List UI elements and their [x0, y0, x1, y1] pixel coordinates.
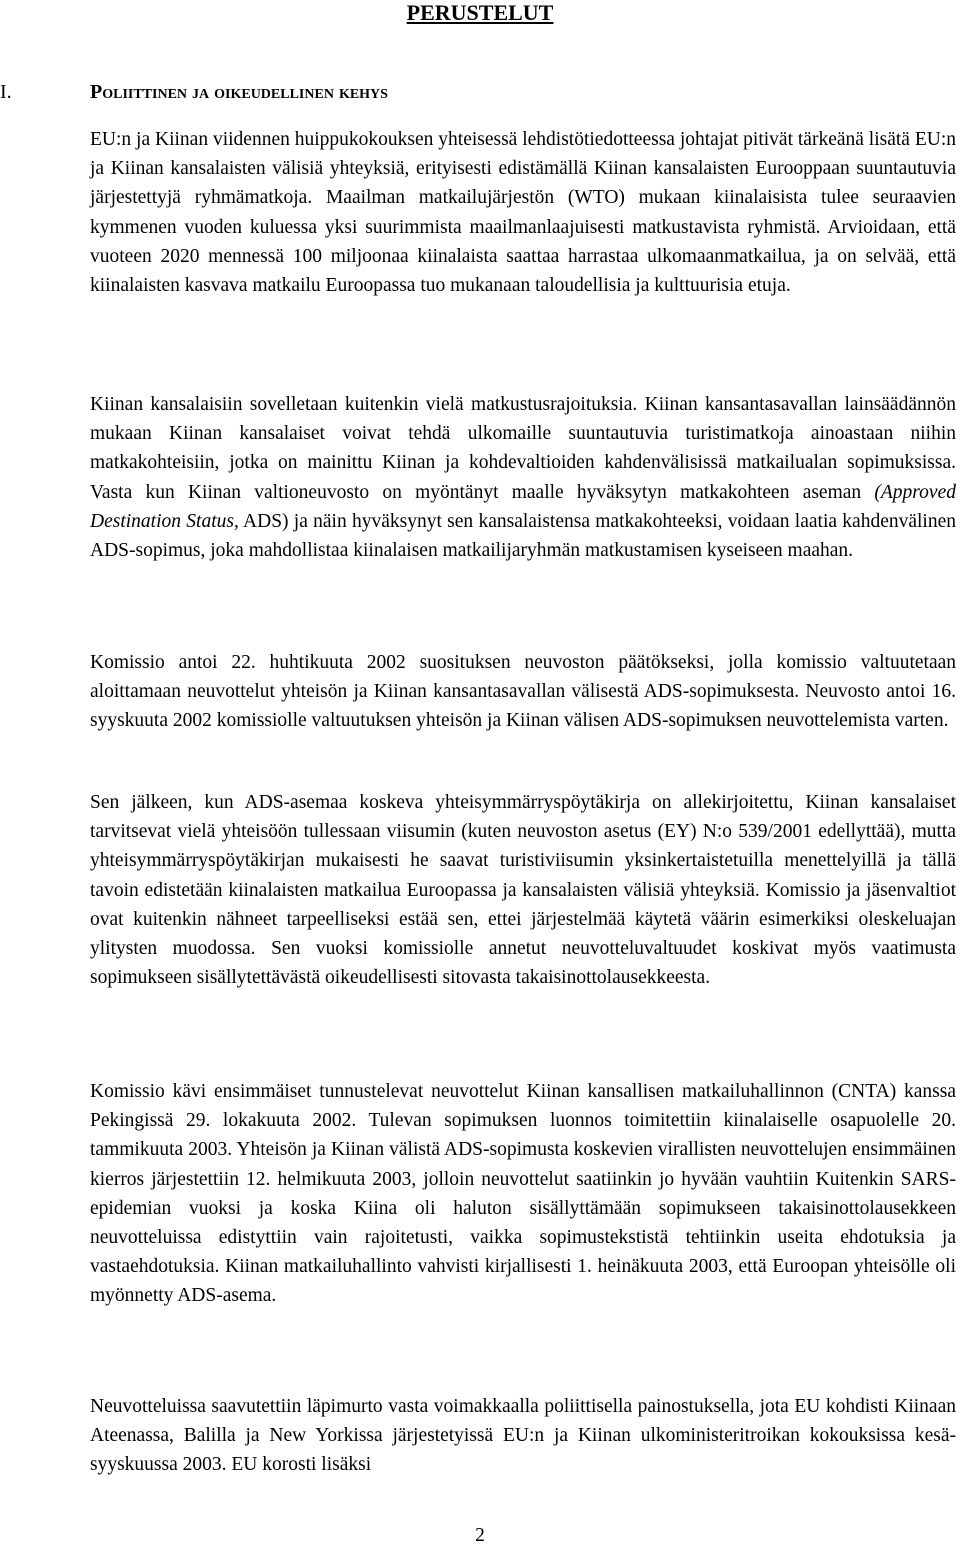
paragraph-text: ADS) ja näin hyväksynyt sen kansalaistensa matkakohteeksi, voidaan laatia kahdenvälinen ADS-sopimus, joka mahdollistaa kiinalaisen matkailijaryhmän matkustamisen kyseiseen maahan.: [90, 510, 956, 562]
paragraph-commission-recommendation: Komissio antoi 22. huhtikuuta 2002 suosituksen neuvoston päätökseksi, jolla komissio valtuutetaan aloittamaan neuvottelut yhteisön ja Kiinan kansantasavallan välisestä ADS-sopimuksesta. Neuvosto antoi 16. syyskuuta 2002 komissiolle valtuutuksen yhteisön ja Kiinan välisen ADS-sopimuksen neuvottelemista varten.: [90, 652, 956, 732]
approved-destination-status-term: (Approved Destination Status,: [90, 481, 956, 532]
section-number: I.: [0, 81, 12, 103]
paragraph-negotiations: Komissio kävi ensimmäiset tunnustelevat neuvottelut Kiinan kansallisen matkailuhallinnon (CNTA) kanssa Pekingissä 29. lokakuuta 2002. Tulevan sopimuksen luonnos toimitettiin kiinalaiselle osapuolelle 20. tammikuuta 2003. Yhteisön ja Kiinan välistä ADS-sopimusta koskevien virallisten neuvottelujen ensimmäinen kierros järjestettiin 12. helmikuuta 2003, jolloin neuvottelut saatiinkin jo hyvään vauhtiin Kuitenkin SARS-epidemian vuoksi ja koska Kiina oli haluton sisällyttämään sopimukseen takaisinottolausekkeen neuvotteluissa edistyttiin vain rajoitetusti, vaikka sopimustekstistä tehtiinkin useita ehdotuksia ja vastaehdotuksia. Kiinan matkailuhallinto vahvisti kirjallisesti 1. heinäkuuta 2003, että Euroopan yhteisölle oli myönnetty ADS-asema.: [90, 1081, 956, 1307]
paragraph-eu-china-summit: EU:n ja Kiinan viidennen huippukokouksen yhteisessä lehdistötiedotteessa johtajat pitivät tärkeänä lisätä EU:n ja Kiinan kansalaisten välisiä yhteyksiä, erityisesti edistämällä Kiinan kansalaisten Eurooppaan suuntautuvia järjestettyjä ryhmämatkoja. Maailman matkailujärjestön (WTO) mukaan kiinalaisista tulee seuraavien kymmenen vuoden kuluessa yksi suurimmista maailmanlaajuisesti matkustavista ryhmistä. Arvioidaan, että vuoteen 2020 mennessä 100 miljoonaa kiinalaista saattaa harrastaa ulkomaanmatkailua, ja on selvää, että kiinalaisten kasvava matkailu Euroopassa tuo mukanaan taloudellisia ja kulttuurisia etuja.: [90, 129, 956, 297]
section-title: Poliittinen ja oikeudellinen kehys: [90, 81, 388, 103]
paragraph-travel-restrictions: [90, 390, 956, 565]
paragraph-visa-requirements: Sen jälkeen, kun ADS-asemaa koskeva yhteisymmärryspöytäkirja on allekirjoitettu, Kiinan kansalaiset tarvitsevat vielä yhteisöön tullessaan viisumin (kuten neuvoston asetus (EY) N:o 539/2001 edellyttää), mutta yhteisymmärryspöytäkirjan mukaisesti he saavat turistiviisumin yksinkertaistetuilla menettelyillä ja tällä tavoin edistetään kiinalaisten matkailua Euroopassa ja kansalaisten välisiä yhteyksiä. Komissio ja jäsenvaltiot ovat kuitenkin nähneet tarpeelliseksi estää sen, ettei järjestelmää käytetä väärin esimerkiksi oleskeluajan ylitysten muodossa. Sen vuoksi komissiolle annetut neuvotteluvaltuudet koskivat myös vaatimusta sopimukseen sisällytettävästä oikeudellisesti sitovasta takaisinottolausekkeesta.: [90, 792, 956, 989]
paragraph-breakthrough: Neuvotteluissa saavutettiin läpimurto vasta voimakkaalla poliittisella painostuksella, jota EU kohdisti Kiinaan Ateenassa, Balilla ja New Yorkissa järjestetyissä EU:n ja Kiinan ulkoministeritroikan kokouksissa kesä-syyskuussa 2003. EU korosti lisäksi: [90, 1396, 956, 1476]
page-number: 2: [475, 1525, 485, 1546]
paragraph-text: Kiinan kansalaisiin sovelletaan kuitenkin vielä matkustusrajoituksia. Kiinan kansantasavallan lainsäädännön mukaan Kiinan kansalaiset voivat tehdä ulkomaille suuntautuvia turistimatkoja ainoastaan niihin matkakohteisiin, jotka on mainittu Kiinan ja kohdevaltioiden kahdenvälisissä matkailualan sopimuksissa. Vasta kun Kiinan valtioneuvosto on myöntänyt maalle hyväksytyn matkakohteen aseman: [90, 394, 956, 503]
page-title: PERUSTELUT: [406, 0, 554, 25]
